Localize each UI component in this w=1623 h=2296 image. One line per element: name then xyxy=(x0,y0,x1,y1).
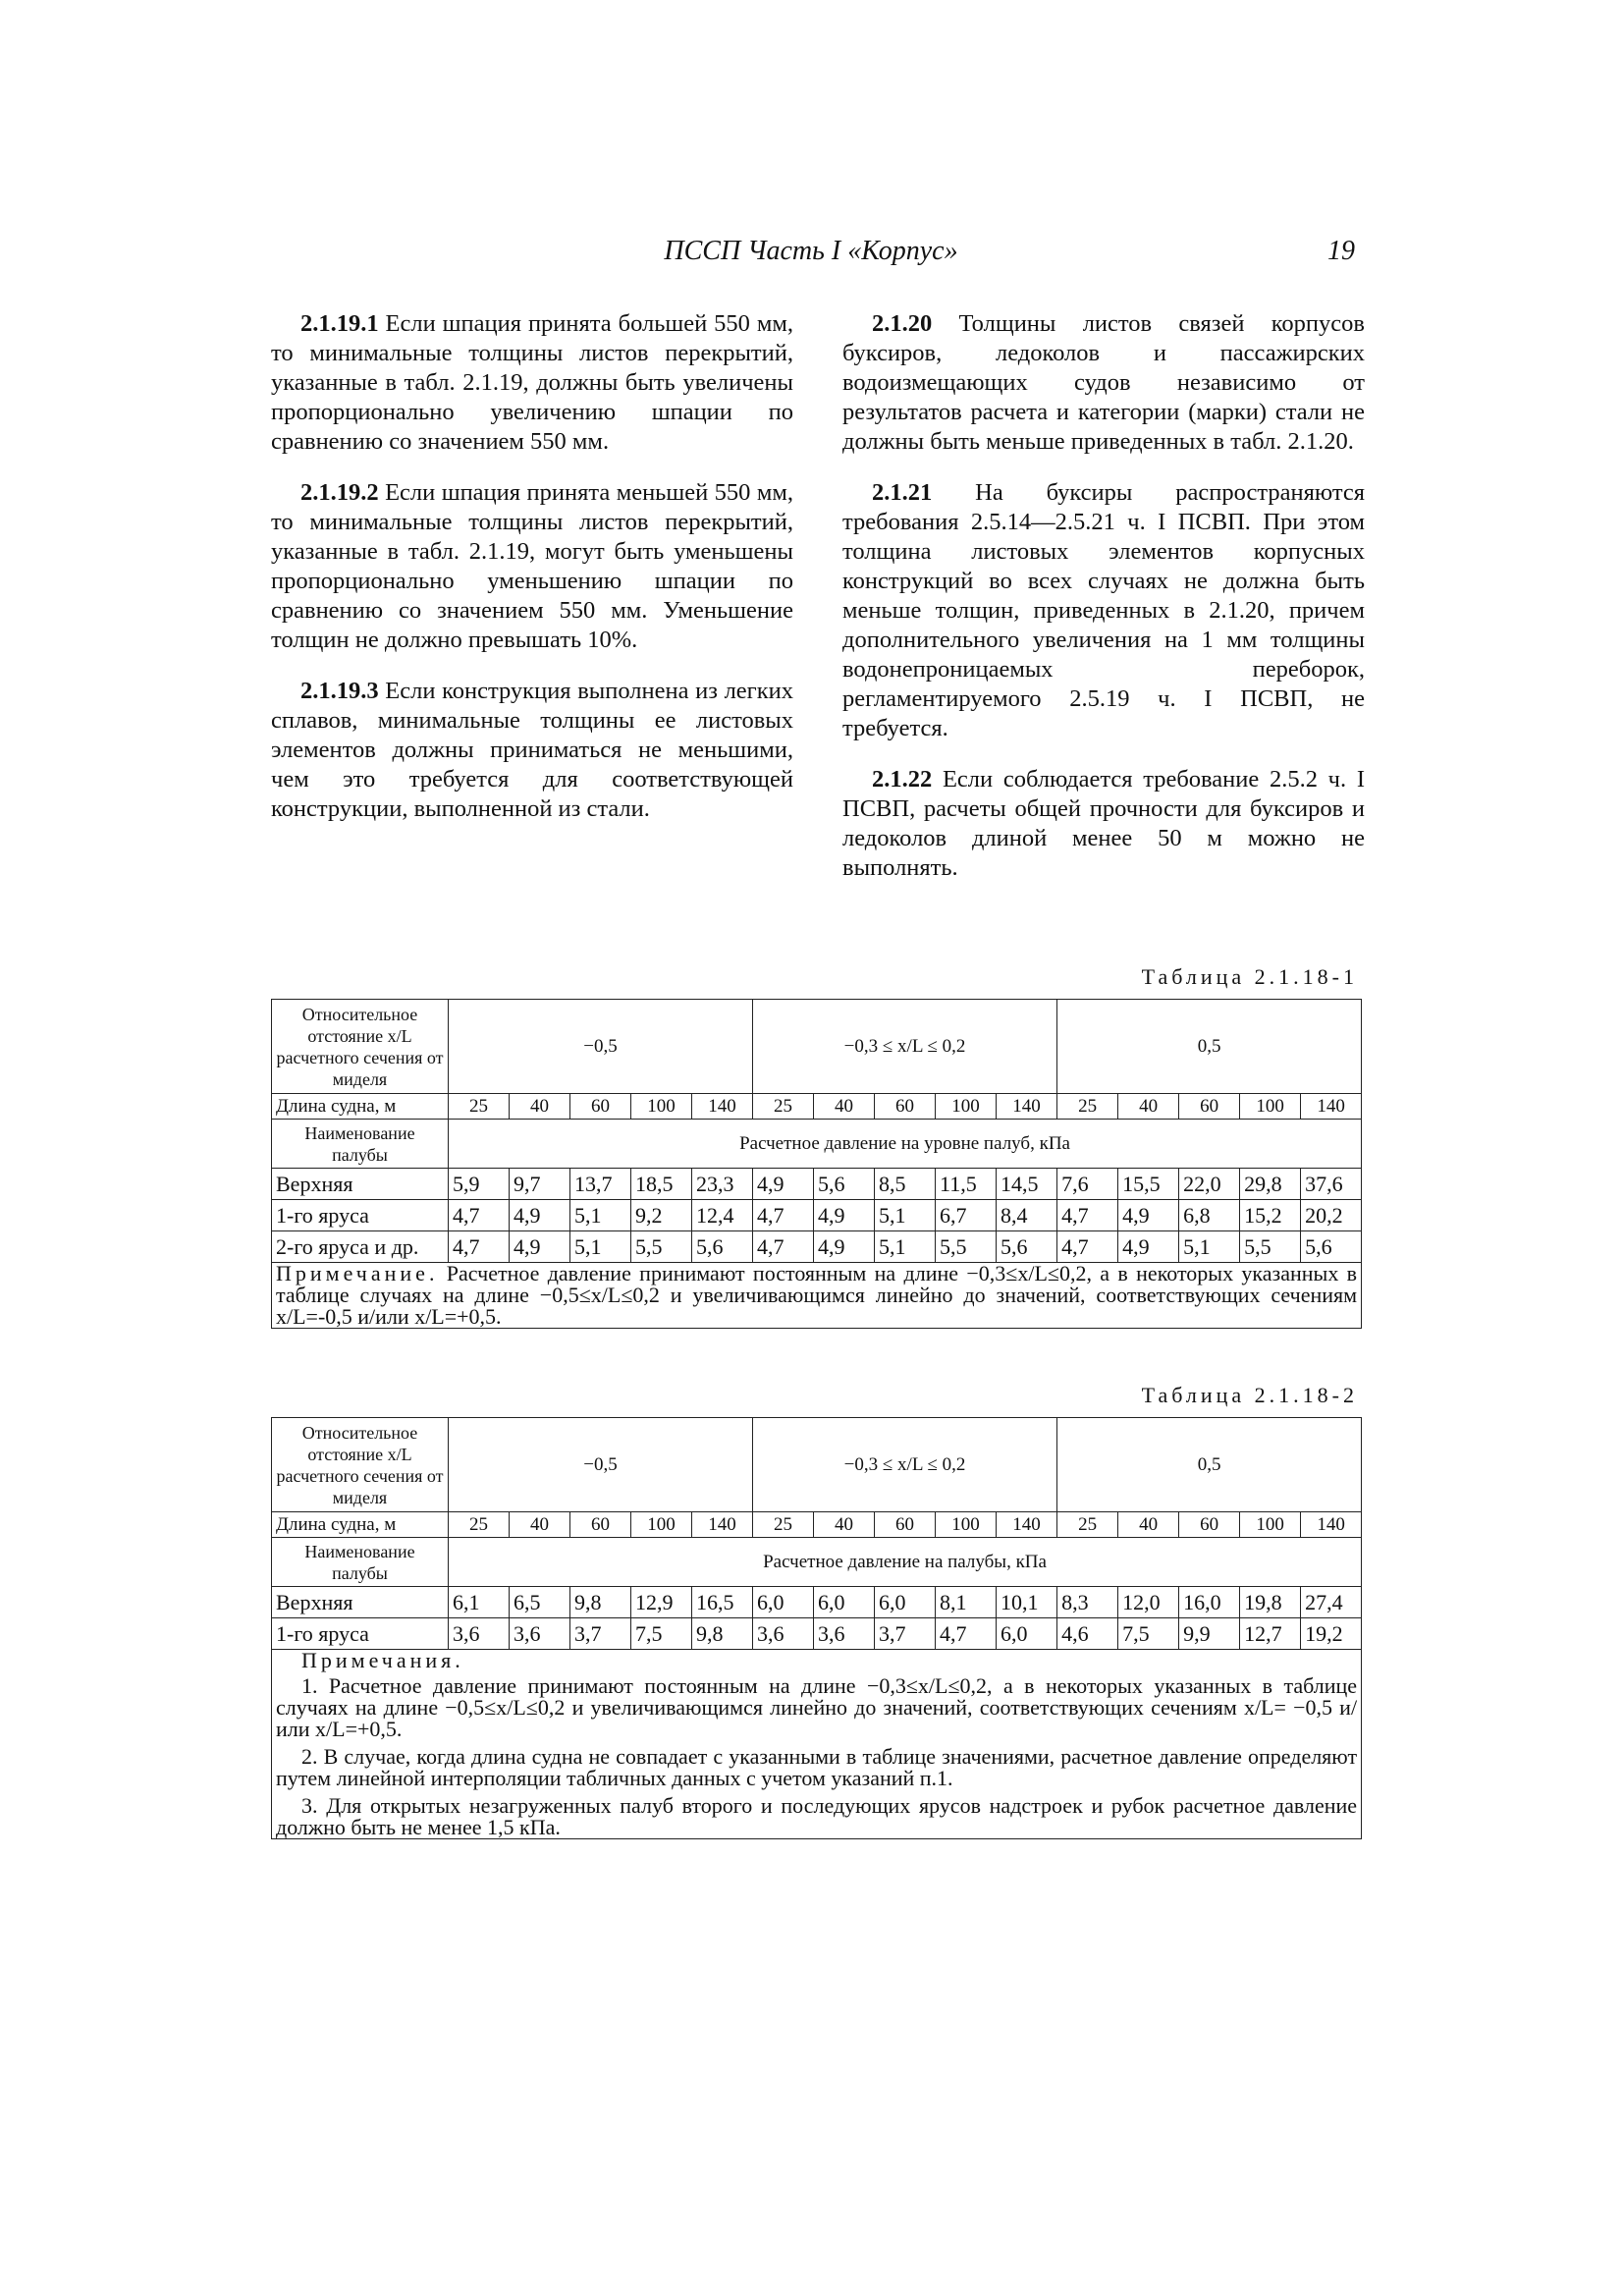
length-cell: 140 xyxy=(692,1512,753,1538)
value-cell: 3,6 xyxy=(449,1618,510,1650)
clause-number: 2.1.22 xyxy=(872,766,933,793)
value-cell: 27,4 xyxy=(1301,1587,1362,1618)
value-cell: 4,7 xyxy=(936,1618,997,1650)
value-cell: 4,9 xyxy=(510,1200,570,1231)
value-cell: 7,5 xyxy=(1118,1618,1179,1650)
length-cell: 40 xyxy=(814,1094,875,1120)
length-cell: 100 xyxy=(936,1512,997,1538)
value-cell: 4,7 xyxy=(753,1231,814,1263)
value-cell: 9,8 xyxy=(692,1618,753,1650)
value-cell: 20,2 xyxy=(1301,1200,1362,1231)
length-cell: 25 xyxy=(753,1094,814,1120)
value-cell: 4,9 xyxy=(510,1231,570,1263)
paragraph-2-1-22 xyxy=(842,765,1365,883)
left-column xyxy=(271,309,793,846)
length-cell: 25 xyxy=(1057,1512,1118,1538)
value-cell: 9,8 xyxy=(570,1587,631,1618)
section-header: −0,5 xyxy=(449,1000,753,1094)
value-cell: 37,6 xyxy=(1301,1169,1362,1200)
clause-text: На буксиры распространяются требования 2.5.14—2.5.21 ч. I ПСВП. При этом толщина листовых элементов корпусных конструкций во всех случаях не должна быть меньше толщин, приведенных в 2.1.20, причем дополнительного увеличения на 1 мм толщины водонепроницаемых переборок, регламентируемого 2.5.19 ч. I ПСВП, не требуется. xyxy=(842,479,1365,741)
length-cell: 60 xyxy=(875,1512,936,1538)
paragraph-2-1-20 xyxy=(842,309,1365,457)
value-cell: 4,9 xyxy=(1118,1231,1179,1263)
value-cell: 18,5 xyxy=(631,1169,692,1200)
value-cell: 5,5 xyxy=(1240,1231,1301,1263)
table-2-1-18-2 xyxy=(271,1417,1362,1839)
value-cell: 19,8 xyxy=(1240,1587,1301,1618)
paragraph-2-1-21 xyxy=(842,478,1365,743)
value-cell: 3,6 xyxy=(814,1618,875,1650)
length-cell: 25 xyxy=(449,1512,510,1538)
table-caption-2-1-18-1: Таблица 2.1.18-1 xyxy=(1141,964,1358,989)
table-row xyxy=(272,1587,1362,1618)
clause-text: Если конструкция выполнена из легких сплавов, минимальные толщины ее листовых элементов должны приниматься не меньшими, чем это требуется для соответствующей конструкции, выполненной из стали. xyxy=(271,678,793,822)
length-label: Длина судна, м xyxy=(272,1512,449,1538)
length-cell: 100 xyxy=(631,1512,692,1538)
value-cell: 5,9 xyxy=(449,1169,510,1200)
length-label: Длина судна, м xyxy=(272,1094,449,1120)
value-cell: 4,7 xyxy=(1057,1200,1118,1231)
value-cell: 6,5 xyxy=(510,1587,570,1618)
value-cell: 4,9 xyxy=(1118,1200,1179,1231)
table-row xyxy=(272,1231,1362,1263)
value-cell: 12,7 xyxy=(1240,1618,1301,1650)
table-note xyxy=(272,1263,1362,1329)
length-cell: 140 xyxy=(997,1512,1057,1538)
value-cell: 4,9 xyxy=(814,1231,875,1263)
table-caption-2-1-18-2: Таблица 2.1.18-2 xyxy=(1141,1383,1358,1407)
value-cell: 7,6 xyxy=(1057,1169,1118,1200)
row-header-section: Относительное отстояние x/L расчетного сечения от миделя xyxy=(272,1000,449,1094)
lengths-row xyxy=(272,1094,1362,1120)
notes-heading: Примечания. xyxy=(301,1648,464,1672)
note-text: Расчетное давление принимают постоянным на длине −0,3≤x/L≤0,2, а в некоторых указанных в таблице случаях на длине −0,5≤x/L≤0,2 и увеличивающимся линейно до значений, соответствующих сечениям x/L=-0,5 и/или x/L=+0,5. xyxy=(276,1261,1358,1329)
length-cell: 60 xyxy=(875,1094,936,1120)
value-cell: 9,2 xyxy=(631,1200,692,1231)
value-cell: 6,1 xyxy=(449,1587,510,1618)
value-cell: 3,7 xyxy=(875,1618,936,1650)
clause-number: 2.1.19.3 xyxy=(300,678,379,704)
value-cell: 5,5 xyxy=(631,1231,692,1263)
value-cell: 23,3 xyxy=(692,1169,753,1200)
paragraph-2-1-19-1 xyxy=(271,309,793,457)
page-header xyxy=(271,236,1361,275)
length-cell: 25 xyxy=(1057,1094,1118,1120)
value-cell: 5,6 xyxy=(1301,1231,1362,1263)
note-item: 2. В случае, когда длина судна не совпадает с указанными в таблице значениями, расчетное давление определяют путем линейной интерполяции табличных данных с учетом указаний п.1. xyxy=(276,1744,1358,1790)
length-cell: 60 xyxy=(1179,1512,1240,1538)
section-header: −0,3 ≤ x/L ≤ 0,2 xyxy=(753,1418,1057,1512)
value-cell: 12,9 xyxy=(631,1587,692,1618)
clause-text: Если соблюдается требование 2.5.2 ч. I ПСВП, расчеты общей прочности для буксиров и ледоколов длиной менее 50 м можно не выполнять. xyxy=(842,766,1365,881)
value-cell: 8,3 xyxy=(1057,1587,1118,1618)
length-cell: 140 xyxy=(997,1094,1057,1120)
deck-label: Наименование палубы xyxy=(272,1538,449,1587)
running-title: ПССП Часть I «Корпус» xyxy=(664,236,958,266)
value-cell: 12,0 xyxy=(1118,1587,1179,1618)
page-number: 19 xyxy=(1327,236,1355,266)
note-item: 3. Для открытых незагруженных палуб второго и последующих ярусов надстроек и рубок расчетное давление должно быть не менее 1,5 кПа. xyxy=(276,1793,1358,1839)
value-cell: 5,5 xyxy=(936,1231,997,1263)
value-cell: 5,6 xyxy=(814,1169,875,1200)
section-header: 0,5 xyxy=(1057,1000,1362,1094)
value-cell: 4,7 xyxy=(449,1231,510,1263)
value-cell: 11,5 xyxy=(936,1169,997,1200)
length-cell: 40 xyxy=(1118,1094,1179,1120)
value-cell: 4,7 xyxy=(449,1200,510,1231)
clause-number: 2.1.19.2 xyxy=(300,479,379,506)
length-cell: 40 xyxy=(510,1094,570,1120)
value-cell: 15,2 xyxy=(1240,1200,1301,1231)
value-cell: 12,4 xyxy=(692,1200,753,1231)
value-cell: 6,0 xyxy=(875,1587,936,1618)
note-item: 1. Расчетное давление принимают постоянным на длине −0,3≤x/L≤0,2, а в некоторых указанных в таблице случаях на длине −0,5≤x/L≤0,2 и увеличивающимся линейно до значений, соответствующих сечениям x/L= −0,5 и/или x/L=+0,5. xyxy=(276,1673,1358,1741)
pressure-caption: Расчетное давление на уровне палуб, кПа xyxy=(449,1120,1362,1169)
value-cell: 5,1 xyxy=(1179,1231,1240,1263)
right-column xyxy=(842,309,1365,904)
value-cell: 16,0 xyxy=(1179,1587,1240,1618)
length-cell: 100 xyxy=(631,1094,692,1120)
value-cell: 14,5 xyxy=(997,1169,1057,1200)
value-cell: 5,1 xyxy=(875,1200,936,1231)
clause-text: Если шпация принята меньшей 550 мм, то минимальные толщины листов перекрытий, указанные в табл. 2.1.19, могут быть уменьшены пропорционально уменьшению шпации по сравнению со значением 550 мм. Уменьшение толщин не должно превышать 10%. xyxy=(271,479,793,653)
deck-name: 1-го яруса xyxy=(272,1618,449,1650)
value-cell: 5,1 xyxy=(570,1231,631,1263)
value-cell: 6,0 xyxy=(753,1587,814,1618)
section-header: 0,5 xyxy=(1057,1418,1362,1512)
deck-name: 1-го яруса xyxy=(272,1200,449,1231)
value-cell: 8,5 xyxy=(875,1169,936,1200)
paragraph-2-1-19-2 xyxy=(271,478,793,655)
value-cell: 22,0 xyxy=(1179,1169,1240,1200)
value-cell: 6,7 xyxy=(936,1200,997,1231)
value-cell: 19,2 xyxy=(1301,1618,1362,1650)
value-cell: 13,7 xyxy=(570,1169,631,1200)
length-cell: 100 xyxy=(1240,1094,1301,1120)
length-cell: 25 xyxy=(449,1094,510,1120)
length-cell: 60 xyxy=(570,1512,631,1538)
length-cell: 100 xyxy=(936,1094,997,1120)
deck-name: Верхняя xyxy=(272,1587,449,1618)
value-cell: 4,6 xyxy=(1057,1618,1118,1650)
value-cell: 8,4 xyxy=(997,1200,1057,1231)
value-cell: 3,6 xyxy=(753,1618,814,1650)
deck-name: Верхняя xyxy=(272,1169,449,1200)
length-cell: 25 xyxy=(753,1512,814,1538)
table-row xyxy=(272,1169,1362,1200)
paragraph-2-1-19-3 xyxy=(271,677,793,824)
value-cell: 10,1 xyxy=(997,1587,1057,1618)
length-cell: 60 xyxy=(1179,1094,1240,1120)
value-cell: 6,8 xyxy=(1179,1200,1240,1231)
row-header-section: Относительное отстояние x/L расчетного сечения от миделя xyxy=(272,1418,449,1512)
value-cell: 4,7 xyxy=(1057,1231,1118,1263)
value-cell: 15,5 xyxy=(1118,1169,1179,1200)
value-cell: 29,8 xyxy=(1240,1169,1301,1200)
section-header: −0,5 xyxy=(449,1418,753,1512)
value-cell: 9,7 xyxy=(510,1169,570,1200)
value-cell: 5,6 xyxy=(997,1231,1057,1263)
clause-text: Если шпация принята большей 550 мм, то минимальные толщины листов перекрытий, указанные в табл. 2.1.19, должны быть увеличены пропорционально увеличению шпации по сравнению со значением 550 мм. xyxy=(271,310,793,455)
value-cell: 4,9 xyxy=(753,1169,814,1200)
clause-number: 2.1.19.1 xyxy=(300,310,379,337)
table-row xyxy=(272,1618,1362,1650)
clause-number: 2.1.21 xyxy=(872,479,933,506)
value-cell: 8,1 xyxy=(936,1587,997,1618)
table-notes xyxy=(272,1650,1362,1839)
value-cell: 4,7 xyxy=(753,1200,814,1231)
deck-name: 2-го яруса и др. xyxy=(272,1231,449,1263)
value-cell: 7,5 xyxy=(631,1618,692,1650)
lengths-row xyxy=(272,1512,1362,1538)
length-cell: 140 xyxy=(1301,1094,1362,1120)
value-cell: 4,9 xyxy=(814,1200,875,1231)
section-header: −0,3 ≤ x/L ≤ 0,2 xyxy=(753,1000,1057,1094)
value-cell: 3,7 xyxy=(570,1618,631,1650)
length-cell: 60 xyxy=(570,1094,631,1120)
length-cell: 100 xyxy=(1240,1512,1301,1538)
clause-number: 2.1.20 xyxy=(872,310,933,337)
deck-label: Наименование палубы xyxy=(272,1120,449,1169)
value-cell: 16,5 xyxy=(692,1587,753,1618)
value-cell: 5,1 xyxy=(570,1200,631,1231)
length-cell: 40 xyxy=(814,1512,875,1538)
note-heading: Примечание. xyxy=(276,1261,439,1285)
table-row xyxy=(272,1200,1362,1231)
value-cell: 9,9 xyxy=(1179,1618,1240,1650)
clause-text: Толщины листов связей корпусов буксиров, ледоколов и пассажирских водоизмещающих судов независимо от результатов расчета и категории (марки) стали не должны быть меньше приведенных в табл. 2.1.20. xyxy=(842,310,1365,455)
pressure-caption: Расчетное давление на палубы, кПа xyxy=(449,1538,1362,1587)
value-cell: 3,6 xyxy=(510,1618,570,1650)
value-cell: 6,0 xyxy=(814,1587,875,1618)
value-cell: 5,1 xyxy=(875,1231,936,1263)
length-cell: 40 xyxy=(510,1512,570,1538)
length-cell: 40 xyxy=(1118,1512,1179,1538)
length-cell: 140 xyxy=(1301,1512,1362,1538)
length-cell: 140 xyxy=(692,1094,753,1120)
value-cell: 5,6 xyxy=(692,1231,753,1263)
value-cell: 6,0 xyxy=(997,1618,1057,1650)
table-2-1-18-1 xyxy=(271,999,1362,1329)
